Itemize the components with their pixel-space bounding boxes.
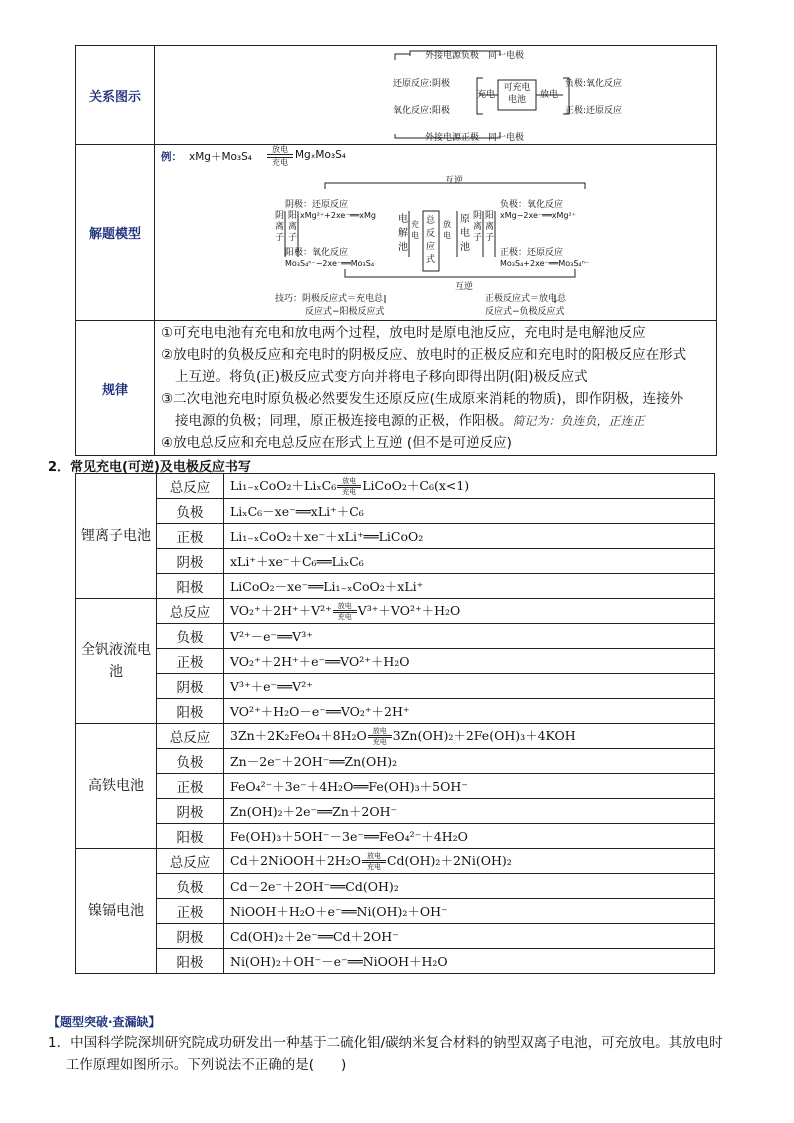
battery-name: 锂离子电池	[76, 474, 157, 599]
table-row	[76, 874, 715, 899]
rule-note: 简记为：负连负，正连正	[512, 414, 645, 428]
reaction-equation: Ni(OH)₂＋OH⁻－e⁻══NiOOH＋H₂O	[224, 949, 715, 974]
electrode-type: 阴极	[157, 549, 224, 574]
arrow-label-bottom: 充电	[366, 863, 381, 871]
row-label-relation: 关系图示	[76, 46, 155, 145]
top-table	[75, 45, 717, 456]
equation-right: LiCoO₂＋C₆(x<1)	[362, 478, 470, 493]
reaction-equation: VO²⁺＋H₂O－e⁻══VO₂⁺＋2H⁺	[224, 699, 715, 724]
question-head: 【题型突破·查漏缺】	[48, 1015, 161, 1029]
electrode-type: 正极	[157, 649, 224, 674]
tip-right-2: 反应式−负极反应式	[485, 307, 565, 317]
reaction-equation	[224, 474, 715, 499]
example-prefix: 例：	[161, 151, 182, 163]
model-diagram-cell	[155, 145, 717, 321]
relation-discharge: 放电	[540, 90, 559, 100]
table-row	[76, 924, 715, 949]
electrode-type: 负极	[157, 624, 224, 649]
reaction-equation: Fe(OH)₃＋5OH⁻－3e⁻══FeO₄²⁻＋4H₂O	[224, 824, 715, 849]
rule-line: ③二次电池充电时原负极必然要发生还原反应(生成原来消耗的物质)，即作阴极，连接外	[161, 391, 684, 407]
neg-title: 负极：氧化反应	[500, 200, 564, 210]
relation-charge: 充电	[477, 90, 496, 100]
electrode-type: 阴极	[157, 799, 224, 824]
galvanic-label: 原电池	[460, 214, 470, 253]
table-row	[76, 824, 715, 849]
relation-diagram-cell	[155, 46, 717, 145]
example-eq: xMg＋Mo₃S₄	[189, 151, 253, 163]
table-row	[76, 549, 715, 574]
electrode-type: 阳极	[157, 949, 224, 974]
equation-left: Li₁₋ₓCoO₂＋LiₓC₆	[230, 478, 337, 493]
reaction-equation: xLi⁺＋xe⁻＋C₆══LiₓC₆	[224, 549, 715, 574]
reaction-equation: Li₁₋ₓCoO₂＋xe⁻＋xLi⁺══LiCoO₂	[224, 524, 715, 549]
reaction-equation: Cd－2e⁻＋2OH⁻══Cd(OH)₂	[224, 874, 715, 899]
table-row	[76, 499, 715, 524]
arrow-label-top: 放电	[366, 852, 381, 860]
equation-left: Cd＋2NiOOH＋2H₂O	[230, 853, 361, 868]
table-row	[76, 474, 715, 499]
rule-text: 接电源的负极；同理，原正极连接电源的正极，作阳极。	[175, 413, 513, 429]
battery-name: 镍镉电池	[76, 849, 157, 974]
table-row	[76, 599, 715, 624]
pos-eq: Mo₃S₄+2xe⁻══Mo₃S₄ⁿ⁻	[500, 259, 590, 268]
electrode-type: 总反应	[157, 599, 224, 624]
electrode-type: 阳极	[157, 574, 224, 599]
reaction-equation: LiCoO₂－xe⁻══Li₁₋ₓCoO₂＋xLi⁺	[224, 574, 715, 599]
electrode-type: 负极	[157, 499, 224, 524]
reaction-equation: V³⁺＋e⁻══V²⁺	[224, 674, 715, 699]
equation-right: V³⁺＋VO²⁺＋H₂O	[357, 603, 461, 618]
reaction-equation: V²⁺－e⁻══V³⁺	[224, 624, 715, 649]
pos-title: 正极：还原反应	[500, 248, 564, 258]
equation-left: VO₂⁺＋2H⁺＋V²⁺	[230, 603, 332, 618]
rule-line: 上互逆。将负(正)极反应式变方向并将电子移向即得出阴(阳)极反应式	[175, 369, 588, 385]
reaction-equation	[224, 724, 715, 749]
reversible-arrow	[362, 852, 386, 871]
relation-left-top: 还原反应:阴极	[393, 79, 451, 89]
cathode-eq: xMg²⁺+2xe⁻══xMg	[300, 211, 376, 220]
charge-vertical: 充电	[411, 220, 419, 240]
mutual-top: 互逆	[445, 176, 464, 186]
tip-left-2: 反应式−阳极反应式	[305, 307, 385, 317]
rule-line: ②放电时的负极反应和充电时的阴极反应、放电时的正极反应和充电时的阳极反应在形式	[161, 347, 687, 363]
table-row	[76, 649, 715, 674]
reaction-equation: FeO₄²⁻＋3e⁻＋4H₂O══Fe(OH)₃＋5OH⁻	[224, 774, 715, 799]
ion-left: 阳离子	[288, 211, 298, 243]
tip-right-1: 正极反应式＝放电总	[485, 294, 567, 304]
reversible-arrow	[368, 727, 392, 746]
relation-center: 可充电电池	[503, 83, 531, 105]
electrode-type: 阴极	[157, 924, 224, 949]
example-product: MgₓMo₃S₄	[295, 149, 346, 161]
model-diagram	[155, 145, 718, 321]
arrow-label-bottom: 充电	[372, 738, 387, 746]
relation-bottom-caption: 外接电源正极 同一电极	[425, 133, 525, 143]
electrode-type: 阴极	[157, 674, 224, 699]
example-arrow-bottom: 充电	[272, 158, 288, 167]
electrode-type: 负极	[157, 874, 224, 899]
electrode-type: 负极	[157, 749, 224, 774]
rule-line: ①可充电电池有充电和放电两个过程，放电时是原电池反应，充电时是电解池反应	[161, 325, 646, 341]
battery-name: 全钒液流电池	[76, 599, 157, 724]
reaction-equation: NiOOH＋H₂O＋e⁻══Ni(OH)₂＋OH⁻	[224, 899, 715, 924]
question-line: 1．中国科学院深圳研究院成功研发出一种基于二硫化钼/碳纳米复合材料的钠型双离子电池，可充放电。其放电时	[48, 1035, 723, 1051]
reaction-equation: Cd(OH)₂＋2e⁻══Cd＋2OH⁻	[224, 924, 715, 949]
table-row	[76, 724, 715, 749]
arrow-label-bottom: 充电	[342, 488, 357, 496]
arrow-label-bottom: 充电	[337, 613, 352, 621]
equation-right: 3Zn(OH)₂＋2Fe(OH)₃＋4KOH	[392, 728, 576, 743]
mutual-bottom: 互逆	[455, 282, 474, 292]
ion-left2: 阴离子	[275, 211, 285, 243]
ion-right2: 阳离子	[485, 211, 495, 243]
reversible-arrow	[337, 477, 361, 496]
relation-right-bottom: 正极:还原反应	[565, 106, 623, 116]
reaction-equation	[224, 599, 715, 624]
table-row	[76, 749, 715, 774]
electrode-type: 正极	[157, 774, 224, 799]
electrode-type: 总反应	[157, 849, 224, 874]
table-row	[76, 524, 715, 549]
electrolytic-label: 电解池	[398, 214, 408, 253]
arrow-label-top: 放电	[372, 727, 387, 735]
reversible-arrow	[333, 602, 357, 621]
table-row	[76, 574, 715, 599]
table-row	[76, 674, 715, 699]
table-row	[76, 774, 715, 799]
arrow-label-top: 放电	[342, 477, 357, 485]
question-body	[48, 1032, 768, 1076]
relation-left-bottom: 氧化反应:阳极	[393, 106, 451, 116]
ion-right: 阴离子	[473, 211, 483, 243]
table-row	[76, 624, 715, 649]
table-row	[76, 799, 715, 824]
electrode-type: 阳极	[157, 699, 224, 724]
reaction-equation	[224, 849, 715, 874]
example-arrow-top: 放电	[272, 145, 288, 154]
reaction-equation: Zn(OH)₂＋2e⁻══Zn＋2OH⁻	[224, 799, 715, 824]
electrode-type: 总反应	[157, 724, 224, 749]
row-label-rule: 规律	[76, 321, 155, 456]
row-label-model: 解题模型	[76, 145, 155, 321]
battery-table	[75, 473, 715, 974]
reaction-equation: LiₓC₆－xe⁻══xLi⁺＋C₆	[224, 499, 715, 524]
table-row	[76, 949, 715, 974]
total-vertical: 总反应式	[426, 216, 436, 265]
table-row	[76, 699, 715, 724]
rule-line-with-note	[155, 410, 716, 432]
equation-left: 3Zn＋2K₂FeO₄＋8H₂O	[230, 728, 367, 743]
rules-cell	[155, 321, 717, 456]
reaction-equation: VO₂⁺＋2H⁺＋e⁻══VO²⁺＋H₂O	[224, 649, 715, 674]
question-line: 工作原理如图所示。下列说法不正确的是( )	[48, 1057, 347, 1073]
rule-line: ④放电总反应和充电总反应在形式上互逆 (但不是可逆反应)	[161, 435, 512, 451]
battery-name: 高铁电池	[76, 724, 157, 849]
tip-left-1: 技巧：阴极反应式＝充电总	[275, 294, 384, 304]
discharge-vertical: 放电	[443, 220, 451, 240]
electrode-type: 总反应	[157, 474, 224, 499]
electrode-type: 正极	[157, 524, 224, 549]
electrode-type: 正极	[157, 899, 224, 924]
anode-title: 阳极：氧化反应	[285, 248, 349, 258]
relation-right-top: 负极:氧化反应	[565, 79, 623, 89]
reaction-equation: Zn－2e⁻＋2OH⁻══Zn(OH)₂	[224, 749, 715, 774]
section-heading: 2．常见充电(可逆)及电极反应书写	[48, 460, 251, 475]
neg-eq: xMg−2xe⁻══xMg²⁺	[500, 211, 576, 220]
relation-top-caption: 外接电源负极 同一电极	[425, 51, 525, 61]
arrow-label-top: 放电	[337, 602, 352, 610]
table-row	[76, 849, 715, 874]
electrode-type: 阳极	[157, 824, 224, 849]
table-row	[76, 899, 715, 924]
cathode-title: 阴极：还原反应	[285, 200, 349, 210]
equation-right: Cd(OH)₂＋2Ni(OH)₂	[386, 853, 512, 868]
anode-eq: Mo₃S₄ⁿ⁻−2xe⁻══Mo₃S₄	[285, 259, 375, 268]
